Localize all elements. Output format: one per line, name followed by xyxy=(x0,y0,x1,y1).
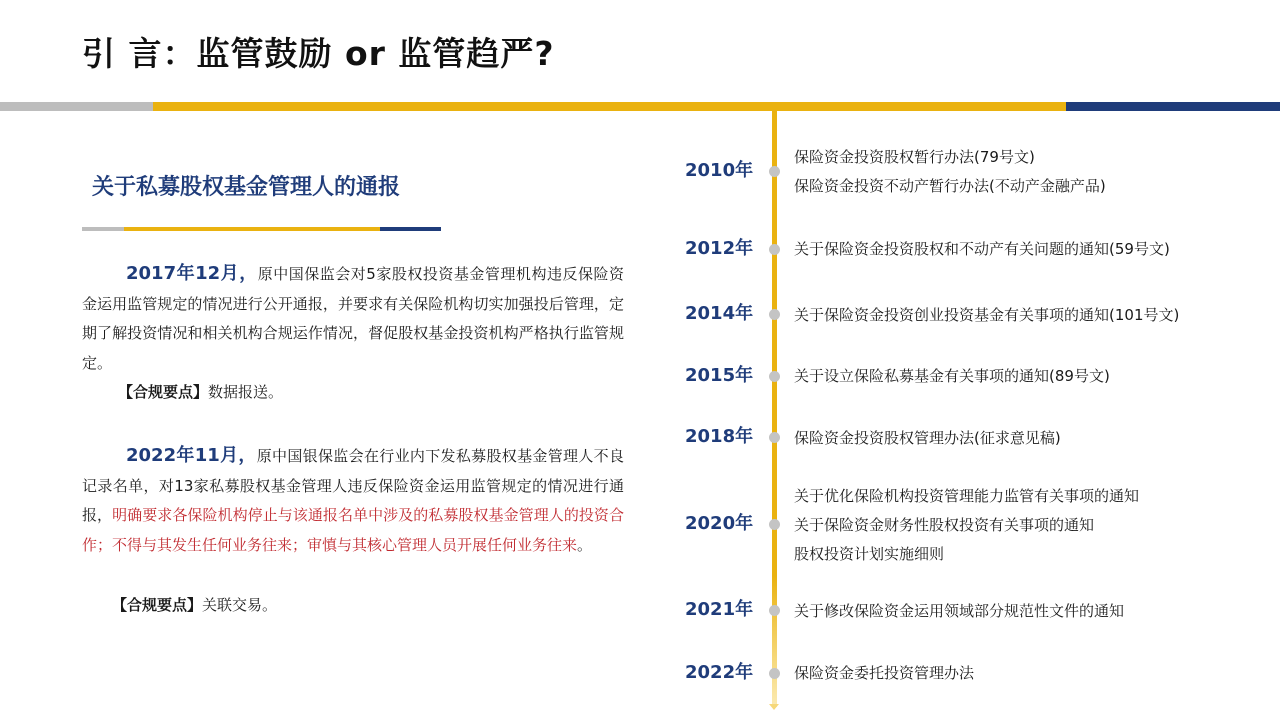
compliance-point-text: 数据报送。 xyxy=(208,383,284,401)
timeline-axis xyxy=(772,111,777,707)
timeline-dot xyxy=(769,309,780,320)
timeline-item: 保险资金投资股权暂行办法(79号文) xyxy=(794,148,1035,166)
compliance-point-2017 xyxy=(118,381,283,402)
notice-text-2022: 原中国银保监会在行业内下发私募股权基金管理人不良记录名单，对13家私募股权基金管理人违反保险资金运用监管规定的情况进行通报， xyxy=(82,447,624,524)
timeline-year: 2014年 xyxy=(685,303,754,324)
timeline-year: 2020年 xyxy=(685,513,754,534)
subheading-underline xyxy=(82,227,441,231)
timeline-item: 关于设立保险私募基金有关事项的通知(89号文) xyxy=(794,367,1110,385)
timeline-items xyxy=(794,301,1179,330)
timeline-items xyxy=(794,235,1170,264)
timeline-item: 保险资金投资股权管理办法(征求意见稿) xyxy=(794,429,1061,447)
timeline-year: 2022年 xyxy=(685,662,754,683)
header-bar-navy-segment xyxy=(1066,102,1280,111)
timeline-items xyxy=(794,424,1061,453)
timeline-year: 2021年 xyxy=(685,599,754,620)
underline-gold-segment xyxy=(124,227,380,231)
timeline-dot xyxy=(769,432,780,443)
notice-text-end-2022: 。 xyxy=(577,535,593,554)
timeline-arrow-icon xyxy=(769,704,779,710)
header-bar-gray-segment xyxy=(0,102,153,111)
timeline-dot xyxy=(769,166,780,177)
timeline-item: 股权投资计划实施细则 xyxy=(794,545,945,563)
timeline-items xyxy=(794,143,1106,201)
timeline-year: 2018年 xyxy=(685,426,754,447)
timeline-item: 保险资金投资不动产暂行办法(不动产金融产品) xyxy=(794,177,1106,195)
underline-navy-segment xyxy=(380,227,441,231)
timeline-dot xyxy=(769,519,780,530)
timeline-year: 2012年 xyxy=(685,238,754,259)
notice-paragraph-2022 xyxy=(82,441,624,560)
timeline-dot xyxy=(769,668,780,679)
timeline-items xyxy=(794,362,1110,391)
timeline-dot xyxy=(769,244,780,255)
notice-date-2022: 2022年11月， xyxy=(126,445,257,466)
notice-highlight-text-2022: 明确要求各保险机构停止与该通报名单中涉及的私募股权基金管理人的投资合作；不得与其发生任何业务往来；审慎与其核心管理人员开展任何业务往来 xyxy=(82,506,624,554)
compliance-point-label: 【合规要点】 xyxy=(118,383,209,401)
header-bar-gold-segment xyxy=(153,102,1066,111)
timeline-items xyxy=(794,482,1139,569)
compliance-point-text: 关联交易。 xyxy=(202,596,278,614)
timeline-item: 关于保险资金投资股权和不动产有关问题的通知(59号文) xyxy=(794,240,1170,258)
timeline-item: 关于优化保险机构投资管理能力监管有关事项的通知 xyxy=(794,487,1140,505)
timeline-item: 关于保险资金投资创业投资基金有关事项的通知(101号文) xyxy=(794,306,1180,324)
section-subheading: 关于私募股权基金管理人的通报 xyxy=(92,175,401,200)
notice-paragraph-2017 xyxy=(82,259,624,378)
timeline-item: 关于修改保险资金运用领域部分规范性文件的通知 xyxy=(794,602,1125,620)
header-divider-bar xyxy=(0,102,1280,111)
compliance-point-label: 【合规要点】 xyxy=(112,596,203,614)
timeline-dot xyxy=(769,371,780,382)
notice-date-2017: 2017年12月， xyxy=(126,263,258,284)
timeline-year: 2010年 xyxy=(685,160,754,181)
timeline-items xyxy=(794,597,1124,626)
timeline-item: 关于保险资金财务性股权投资有关事项的通知 xyxy=(794,516,1095,534)
underline-gray-segment xyxy=(82,227,124,231)
slide-title: 引 言：监管鼓励 or 监管趋严? xyxy=(82,34,555,73)
timeline-item: 保险资金委托投资管理办法 xyxy=(794,664,975,682)
compliance-point-2022 xyxy=(112,594,277,615)
notice-text-2017: 原中国保监会对5家股权投资基金管理机构违反保险资金运用监管规定的情况进行公开通报，并要求有关保险机构切实加强投后管理，定期了解投资情况和相关机构合规运作情况，督促股权基金投资机构严格执行监管规定。 xyxy=(82,265,624,372)
timeline-items xyxy=(794,659,974,688)
timeline-dot xyxy=(769,605,780,616)
timeline-year: 2015年 xyxy=(685,365,754,386)
